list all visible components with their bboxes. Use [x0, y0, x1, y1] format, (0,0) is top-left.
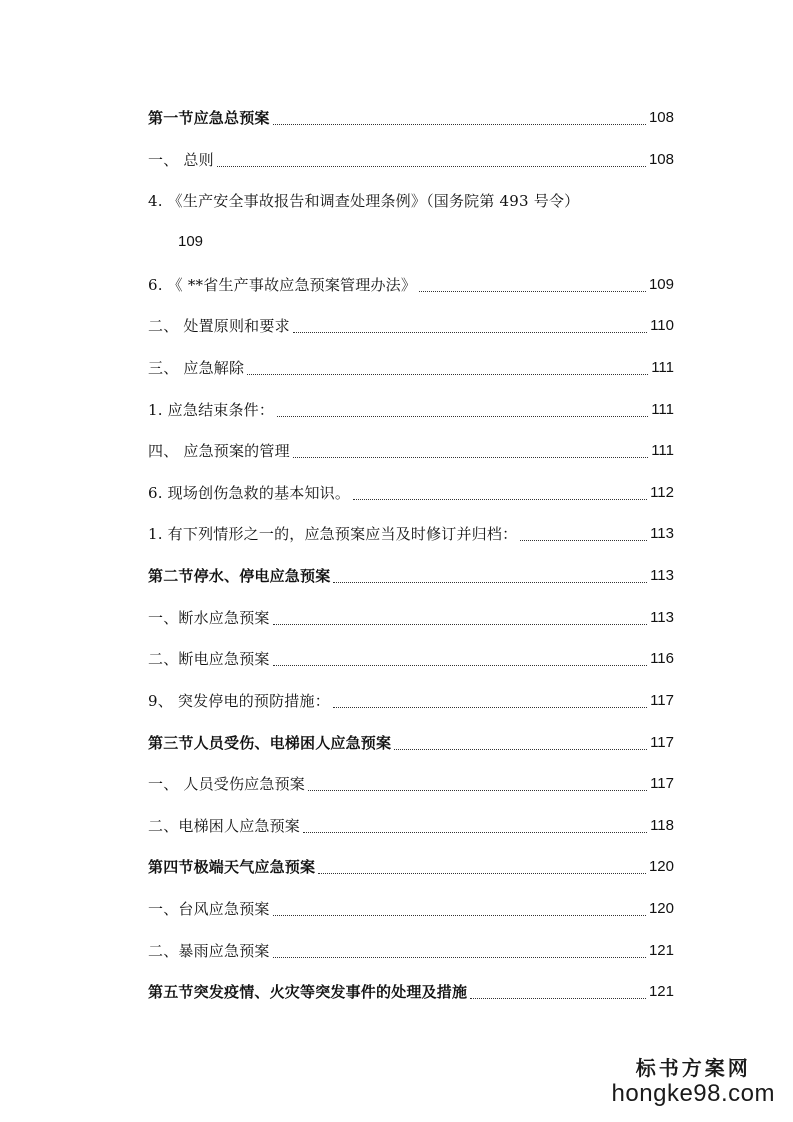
toc-entry-title: 第一节应急总预案 [148, 109, 270, 127]
toc-leader-dots [333, 568, 647, 583]
toc-entry-title: 1. 应急结束条件： [148, 401, 275, 419]
toc-page-number: 117 [650, 734, 674, 751]
toc-entry-title: 一、 总则 [148, 151, 214, 169]
toc-leader-dots [247, 360, 648, 375]
toc-page-number: 112 [650, 484, 674, 501]
toc-leader-dots [353, 485, 647, 500]
toc-entry-title: 1. 有下列情形之一的，应急预案应当及时修订并归档： [148, 525, 518, 543]
toc-page-number: 108 [648, 109, 674, 126]
toc-entry-title: 一、断水应急预案 [148, 609, 270, 627]
toc-entry [148, 104, 674, 128]
toc-entry [148, 812, 674, 836]
toc-entry [148, 187, 674, 211]
toc-leader-dots [293, 443, 648, 458]
toc-page-number: 109 [648, 276, 674, 293]
toc-page-number: 111 [651, 442, 674, 459]
toc-page-number: 110 [650, 317, 674, 334]
toc-page-number: 111 [651, 359, 674, 376]
toc-leader-dots [520, 526, 647, 541]
toc-entry-title: 二、电梯困人应急预案 [148, 817, 301, 835]
toc-page-number: 113 [650, 567, 674, 584]
toc-entry [148, 895, 674, 919]
toc-entry [148, 479, 674, 503]
toc-entry-title: 第三节人员受伤、电梯困人应急预案 [148, 734, 392, 752]
toc-leader-dots [333, 693, 647, 708]
toc-page-number: 120 [648, 900, 674, 917]
toc-page-number: 116 [650, 650, 674, 667]
toc-entry [148, 604, 674, 628]
toc-entry-title: 4. 《生产安全事故报告和调查处理条例》（国务院第 493 号令） [148, 192, 580, 210]
toc-entry [148, 146, 674, 170]
toc-page-number: 120 [648, 858, 674, 875]
toc-entry [148, 770, 674, 794]
toc-entry-title: 第二节停水、停电应急预案 [148, 567, 331, 585]
toc-entry [148, 937, 674, 961]
toc-leader-dots [273, 610, 647, 625]
toc-leader-dots [277, 402, 648, 417]
toc-leader-dots [293, 318, 647, 333]
toc-page-number: 108 [648, 151, 674, 168]
toc-entry [148, 853, 674, 877]
toc-page-number: 121 [648, 983, 674, 1000]
toc-entry-title: 一、 人员受伤应急预案 [148, 775, 305, 793]
watermark-url: hongke98.com [611, 1080, 775, 1107]
toc-entry [148, 645, 674, 669]
toc-page-number: 113 [650, 609, 674, 626]
toc-leader-dots [470, 984, 646, 999]
toc-entry [148, 271, 674, 295]
toc-leader-dots [308, 776, 647, 791]
toc-entry-title: 6. 现场创伤急救的基本知识。 [148, 484, 351, 502]
toc-leader-dots [303, 818, 647, 833]
toc-leader-dots [419, 277, 646, 292]
toc-leader-dots [273, 110, 646, 125]
toc-page-number: 121 [648, 942, 674, 959]
toc-entry-title: 6. 《 **省生产事故应急预案管理办法》 [148, 276, 417, 294]
watermark-name: 标书方案网 [635, 1056, 751, 1080]
toc-entry [148, 520, 674, 544]
toc-entry-title: 9、 突发停电的预防措施： [148, 692, 330, 710]
toc-entry [148, 437, 674, 461]
toc-leader-dots [217, 152, 646, 167]
toc-page-number: 117 [650, 692, 674, 709]
toc-entry [148, 312, 674, 336]
toc-entry-title: 三、 应急解除 [148, 359, 245, 377]
toc-page-number: 111 [651, 401, 674, 418]
toc-entry-title: 二、断电应急预案 [148, 650, 270, 668]
toc-leader-dots [273, 901, 646, 916]
toc-entry [148, 978, 674, 1002]
toc-entry-title: 二、 处置原则和要求 [148, 317, 290, 335]
toc-leader-dots [318, 859, 646, 874]
toc-entry [148, 354, 674, 378]
toc-page-number: 117 [650, 775, 674, 792]
toc-entry [148, 687, 674, 711]
toc-leader-dots [273, 651, 647, 666]
toc-leader-dots [394, 735, 647, 750]
toc-entry-title: 第四节极端天气应急预案 [148, 858, 316, 876]
toc-page-number: 109 [178, 233, 204, 250]
toc-entry-title: 第五节突发疫情、火灾等突发事件的处理及措施 [148, 983, 468, 1001]
toc-leader-dots [273, 943, 646, 958]
toc-entry-title: 一、台风应急预案 [148, 900, 270, 918]
toc-entry [148, 562, 674, 586]
toc-entry-title: 四、 应急预案的管理 [148, 442, 290, 460]
toc-entry [148, 729, 674, 753]
toc-entry-title: 二、暴雨应急预案 [148, 942, 270, 960]
toc-entry [148, 396, 674, 420]
toc-page-number: 118 [650, 817, 674, 834]
site-watermark [612, 1056, 775, 1108]
toc-page-number: 113 [650, 525, 674, 542]
